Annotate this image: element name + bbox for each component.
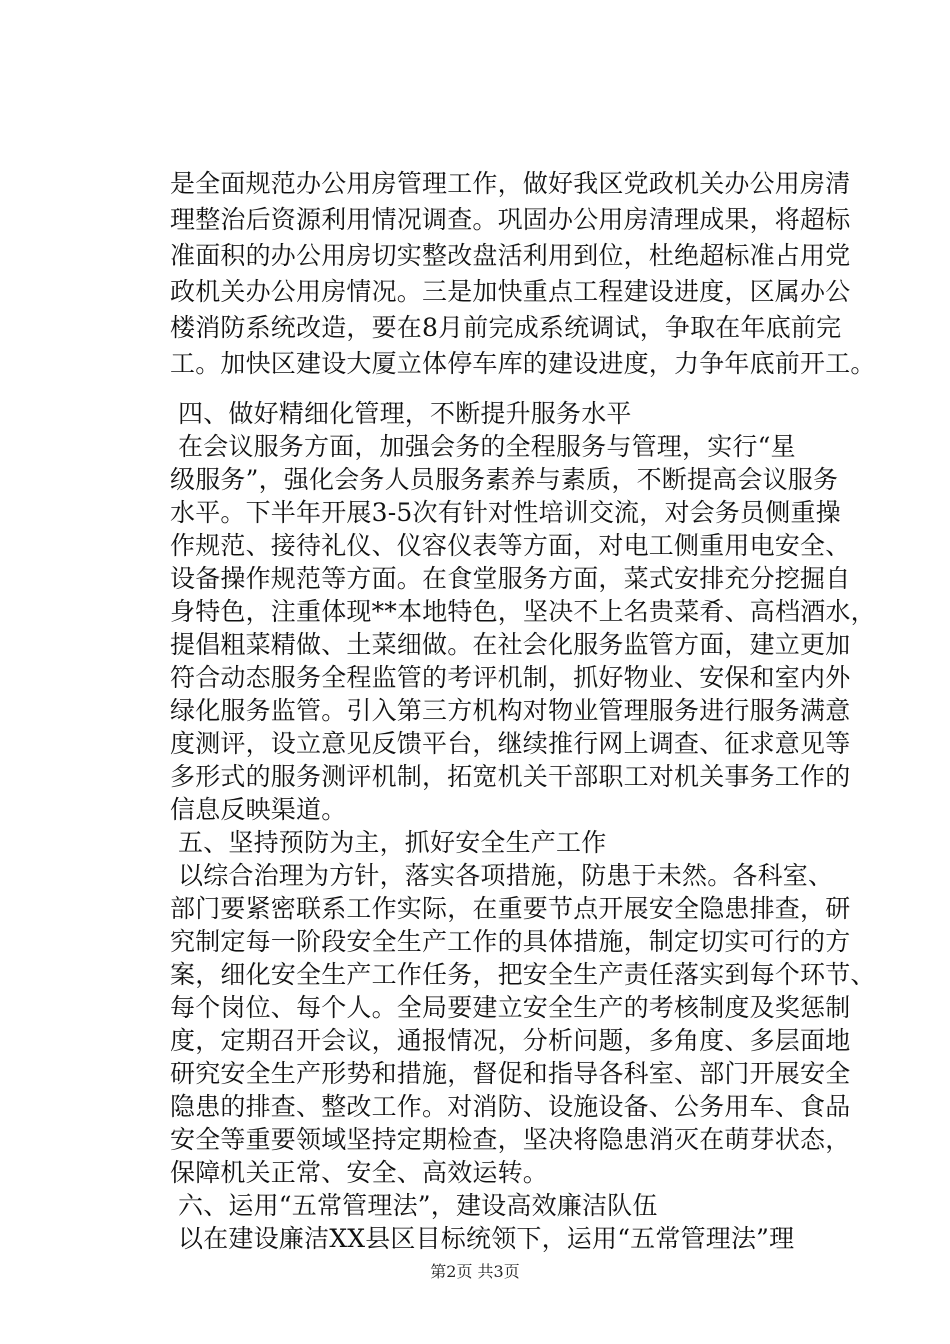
body-text-line: 究制定每一阶段安全生产工作的具体措施，制定切实可行的方: [170, 927, 851, 956]
body-text-line: 隐患的排查、整改工作。对消防、设施设备、公务用车、食品: [170, 1092, 851, 1121]
body-text-line: 水平。下半年开展3-5次有针对性培训交流，对会务员侧重操: [170, 498, 841, 527]
body-text-line: 提倡粗菜精做、土菜细做。在社会化服务监管方面，建立更加: [170, 630, 851, 659]
body-text-line: 政机关办公用房情况。三是加快重点工程建设进度，区属办公: [170, 277, 851, 306]
body-text-line: 符合动态服务全程监管的考评机制，抓好物业、安保和室内外: [170, 663, 851, 692]
body-text-line: 身特色，注重体现**本地特色，坚决不上名贵菜肴、高档酒水，: [170, 597, 876, 626]
body-text-line: 信息反映渠道。: [170, 795, 347, 824]
body-text-line: 以在建设廉洁XX县区目标统领下，运用“五常管理法”理: [178, 1224, 795, 1253]
body-text-line: 作规范、接待礼仪、仪容仪表等方面，对电工侧重用电安全、: [170, 531, 851, 560]
section-heading: 四、做好精细化管理，不断提升服务水平: [178, 399, 632, 428]
body-text-line: 保障机关正常、安全、高效运转。: [170, 1158, 549, 1187]
body-text-line: 工。加快区建设大厦立体停车库的建设进度，力争年底前开工。: [170, 349, 876, 378]
body-text-line: 多形式的服务测评机制，拓宽机关干部职工对机关事务工作的: [170, 762, 851, 791]
section-heading: 六、运用“五常管理法”，建设高效廉洁队伍: [178, 1191, 658, 1220]
body-text-line: 研究安全生产形势和措施，督促和指导各科室、部门开展安全: [170, 1059, 851, 1088]
page-number-footer: 第2页 共3页: [430, 1262, 520, 1281]
body-text-line: 是全面规范办公用房管理工作，做好我区党政机关办公用房清: [170, 169, 851, 198]
body-text-line: 度，定期召开会议，通报情况，分析问题，多角度、多层面地: [170, 1026, 851, 1055]
body-text-line: 安全等重要领域坚持定期检查，坚决将隐患消灭在萌芽状态，: [170, 1125, 851, 1154]
body-text-line: 部门要紧密联系工作实际，在重要节点开展安全隐患排查，研: [170, 894, 851, 923]
body-text-line: 在会议服务方面，加强会务的全程服务与管理，实行“星: [178, 432, 796, 461]
body-text-line: 绿化服务监管。引入第三方机构对物业管理服务进行服务满意: [170, 696, 851, 725]
body-text-line: 楼消防系统改造，要在8月前完成系统调试，争取在年底前完: [170, 313, 842, 342]
section-heading: 五、坚持预防为主，抓好安全生产工作: [178, 828, 607, 857]
body-text-line: 案，细化安全生产工作任务，把安全生产责任落实到每个环节、: [170, 960, 876, 989]
body-text-line: 度测评，设立意见反馈平台，继续推行网上调查、征求意见等: [170, 729, 851, 758]
body-text-line: 级服务”，强化会务人员服务素养与素质，不断提高会议服务: [170, 465, 839, 494]
body-text-line: 以综合治理为方针，落实各项措施，防患于未然。各科室、: [178, 861, 834, 890]
body-text-line: 准面积的办公用房切实整改盘活利用到位，杜绝超标准占用党: [170, 241, 851, 270]
body-text-line: 理整治后资源利用情况调查。巩固办公用房清理成果，将超标: [170, 205, 851, 234]
body-text-line: 每个岗位、每个人。全局要建立安全生产的考核制度及奖惩制: [170, 993, 851, 1022]
body-text-line: 设备操作规范等方面。在食堂服务方面，菜式安排充分挖掘自: [170, 564, 851, 593]
